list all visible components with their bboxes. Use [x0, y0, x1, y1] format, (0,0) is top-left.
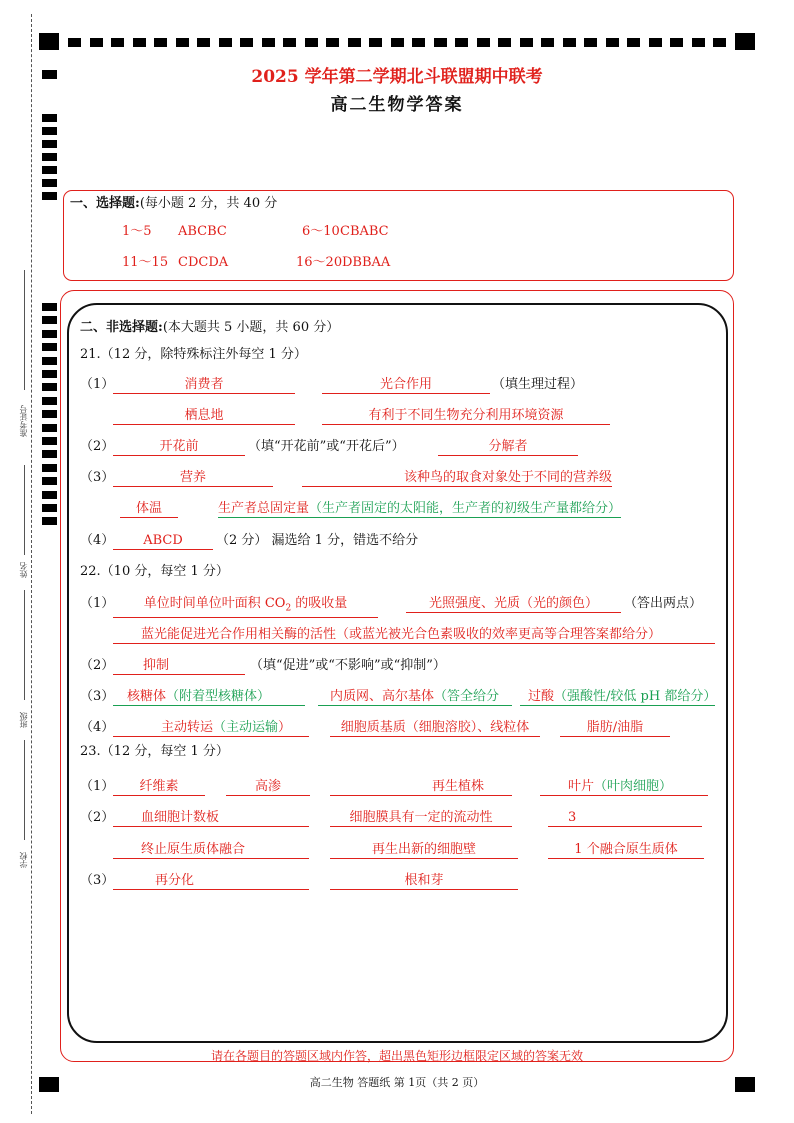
tick-mark	[42, 410, 57, 418]
tick-mark	[42, 491, 57, 499]
q23-1-number: （1）	[80, 779, 115, 794]
q21-1-answer-c: 栖息地	[113, 408, 295, 425]
tick-mark	[541, 38, 554, 47]
tick-mark	[42, 166, 57, 174]
tick-mark	[369, 38, 382, 47]
q23-2-answer-a: 血细胞计数板	[113, 810, 309, 827]
tick-mark	[111, 38, 124, 47]
q21-heading: 21.（12 分，除特殊标注外每空 1 分）	[80, 347, 307, 362]
q22-3-answer-a: 核糖体（附着型核糖体）	[113, 689, 305, 706]
q21-1-hint: （填生理过程）	[492, 377, 584, 392]
q21-3-answer-d: 生产者总固定量（生产者固定的太阳能，生产者的初级生产量都给分）	[218, 501, 622, 516]
tick-mark	[498, 38, 511, 47]
corner-mark-top-left	[39, 33, 59, 50]
tick-mark	[154, 38, 167, 47]
q21-3-answer-c: 体温	[120, 501, 178, 518]
q23-1-answer-b: 高渗	[226, 779, 310, 796]
tick-mark	[240, 38, 253, 47]
exam-title: 2025 学年第二学期北斗联盟期中联考	[251, 67, 543, 87]
tick-mark	[670, 38, 683, 47]
q21-4-hint: （2 分） 漏选给 1 分，错选不给分	[216, 533, 419, 548]
tick-mark	[713, 38, 726, 47]
tick-mark	[412, 38, 425, 47]
tick-mark	[42, 330, 57, 338]
tick-mark	[42, 450, 57, 458]
q21-2-answer-b: 分解者	[438, 439, 578, 456]
q22-1-hint: （答出两点）	[624, 596, 703, 611]
tick-mark	[455, 38, 468, 47]
tick-mark	[42, 370, 57, 378]
side-line-1	[24, 270, 25, 390]
q23-2-answer-d: 终止原生质体融合	[113, 842, 309, 859]
q22-4-answer-b: 细胞质基质（细胞溶胶）、线粒体	[330, 720, 540, 737]
q21-2-answer-a: 开花前	[113, 439, 245, 456]
tick-mark	[262, 38, 275, 47]
tick-mark	[692, 38, 705, 47]
q23-2-number: （2）	[80, 810, 115, 825]
tick-mark	[627, 38, 640, 47]
tick-mark	[42, 437, 57, 445]
name-label: 姓名	[19, 562, 28, 578]
choice-answer-4: DBBAA	[342, 255, 391, 270]
class-label: 班级	[19, 712, 28, 728]
side-line-4	[24, 740, 25, 840]
q23-2-answer-e: 再生出新的细胞壁	[330, 842, 518, 859]
tick-mark	[42, 517, 57, 525]
q21-3-number: （3）	[80, 470, 115, 485]
q22-4-answer-a: 主动转运（主动运输）	[113, 720, 309, 737]
tick-mark	[90, 38, 103, 47]
side-line-2	[24, 465, 25, 555]
tick-mark	[326, 38, 339, 47]
nonchoice-heading: 二、非选择题:(本大题共 5 小题，共 60 分）	[80, 320, 340, 335]
q23-2-answer-c: 3	[548, 810, 702, 827]
tick-mark	[42, 383, 57, 391]
tick-mark	[42, 114, 57, 122]
q21-4-number: （4）	[80, 533, 115, 548]
school-label: 学校	[19, 852, 28, 868]
tick-mark	[606, 38, 619, 47]
choice-range-2: 6～10	[302, 224, 340, 239]
tick-mark	[42, 424, 57, 432]
choice-heading: 一、选择题:(每小题 2 分，共 40 分	[70, 196, 278, 211]
q21-1-number: （1）	[80, 377, 115, 392]
tick-mark	[42, 316, 57, 324]
tick-mark	[563, 38, 576, 47]
tick-mark	[42, 464, 57, 472]
answer-area-notice: 请在各题目的答题区域内作答，超出黑色矩形边框限定区域的答案无效	[210, 1049, 583, 1063]
tick-mark	[68, 38, 81, 47]
tick-mark	[434, 38, 447, 47]
tick-mark	[477, 38, 490, 47]
q22-1-number: （1）	[80, 596, 115, 611]
exam-number-label: 准考证号	[19, 405, 28, 437]
tick-mark	[42, 192, 57, 200]
q22-3-number: （3）	[80, 689, 115, 704]
corner-mark-top-right	[735, 33, 755, 50]
choice-answer-1: ABCBC	[178, 224, 227, 239]
q23-1-answer-d: 叶片（叶肉细胞）	[540, 779, 708, 796]
q22-4-number: （4）	[80, 720, 115, 735]
tick-mark	[219, 38, 232, 47]
choice-answer-2: CBABC	[340, 224, 389, 239]
q21-1-answer-b: 光合作用	[322, 377, 490, 394]
choice-range-1: 1～5	[122, 224, 152, 239]
tick-mark	[391, 38, 404, 47]
q22-2-number: （2）	[80, 658, 115, 673]
q23-3-answer-a: 再分化	[113, 873, 309, 890]
answer-title: 高二生物学答案	[330, 95, 464, 115]
q23-1-answer-c: 再生植株	[330, 779, 512, 796]
q22-4-answer-c: 脂肪/油脂	[560, 720, 670, 737]
q21-3-answer-a: 营养	[113, 470, 273, 487]
tick-mark	[283, 38, 296, 47]
q22-1-answer-c: 蓝光能促进光合作用相关酶的活性（或蓝光被光合色素吸收的效率更高等合理答案都给分）	[113, 627, 715, 644]
tick-mark	[42, 504, 57, 512]
q21-1-answer-a: 消费者	[113, 377, 295, 394]
q23-2-answer-f: 1 个融合原生质体	[548, 842, 704, 859]
choice-answer-3: CDCDA	[178, 255, 229, 270]
page-footer: 高二生物 答题纸 第 1页（共 2 页）	[309, 1076, 485, 1089]
q23-3-answer-b: 根和芽	[330, 873, 518, 890]
tick-mark	[649, 38, 662, 47]
q22-1-answer-a: 单位时间单位叶面积 $CO_2$ 的吸收量	[113, 596, 378, 618]
q23-2-answer-b: 细胞膜具有一定的流动性	[330, 810, 512, 827]
q21-3-answer-b: 该种鸟的取食对象处于不同的营养级	[302, 470, 612, 487]
tick-mark	[42, 140, 57, 148]
tick-mark	[42, 127, 57, 135]
tick-mark	[197, 38, 210, 47]
tick-mark	[42, 153, 57, 161]
tick-mark	[584, 38, 597, 47]
tick-mark	[133, 38, 146, 47]
q23-heading: 23.（12 分，每空 1 分）	[80, 744, 229, 759]
q22-2-answer: 抑制	[113, 658, 245, 675]
binding-line	[31, 14, 32, 1114]
tick-mark	[176, 38, 189, 47]
choice-range-3: 11～15	[122, 255, 169, 270]
tick-mark	[348, 38, 361, 47]
q23-1-answer-a: 纤维素	[113, 779, 205, 796]
tick-mark	[42, 397, 57, 405]
tick-mark	[42, 357, 57, 365]
q21-4-answer: ABCD	[113, 533, 213, 550]
q22-3-answer-c: 过酸（强酸性/较低 pH 都给分）	[520, 689, 715, 706]
tick-mark	[42, 477, 57, 485]
q21-2-hint: （填“开花前”或“开花后”）	[248, 439, 405, 454]
q22-2-hint: （填“促进”或“不影响”或“抑制”）	[250, 658, 446, 673]
q23-3-number: （3）	[80, 873, 115, 888]
q22-heading: 22.（10 分，每空 1 分）	[80, 564, 229, 579]
choice-range-4: 16～20	[296, 255, 343, 270]
tick-mark	[520, 38, 533, 47]
q22-1-answer-b: 光照强度、光质（光的颜色）	[406, 596, 621, 613]
q21-2-number: （2）	[80, 439, 115, 454]
tick-mark	[305, 38, 318, 47]
q21-1-answer-d: 有利于不同生物充分利用环境资源	[322, 408, 610, 425]
q22-3-answer-b: 内质网、高尔基体（答全给分	[318, 689, 512, 706]
tick-mark	[42, 343, 57, 351]
side-line-3	[24, 590, 25, 700]
tick-mark	[42, 179, 57, 187]
tick-mark	[42, 303, 57, 311]
